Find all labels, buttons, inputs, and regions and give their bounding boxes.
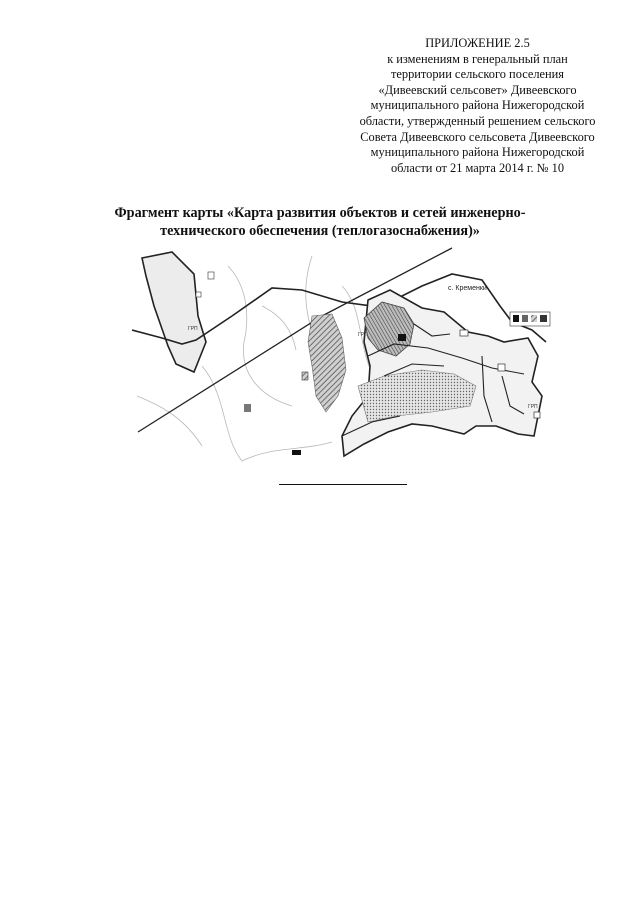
map-label-grp-west: ГРП [188,326,198,332]
object-marker [498,364,505,371]
annex-line: области, утвержденный решением сельского [359,113,596,128]
document-title [80,204,560,240]
map-label-grp: ГРП [358,332,368,338]
planned-zone-hatched [308,314,346,412]
object-marker [208,272,214,279]
title-line: Фрагмент карты «Карта развития объектов и сетей инженерно- [114,205,526,221]
annex-line: области от 21 марта 2014 г. № 10 [390,160,565,175]
annex-line: муниципального района Нижегородской [370,145,585,160]
title-line: технического обеспечения (теплогазоснабжения)» [160,223,480,239]
map-symbol-strip [510,312,550,326]
annex-line: муниципального района Нижегородской [370,98,585,113]
map-label-grp-east: ГРП [528,404,538,410]
object-marker [302,372,308,380]
annex-line: территории сельского поселения [390,67,564,82]
footer-divider [279,484,407,485]
map-fragment [132,246,552,472]
object-marker [244,404,251,412]
settlement-boundary-west [142,252,206,372]
object-marker [460,330,468,336]
object-marker [196,292,201,297]
annex-header [330,36,625,176]
boiler-house-marker [398,334,406,341]
map-label-village: с. Кременки [448,285,487,292]
annex-line: ПРИЛОЖЕНИЕ 2.5 [425,36,530,50]
annex-line: к изменениям в генеральный план [387,51,568,66]
annex-line: Совета Дивеевского сельсовета Дивеевского [360,129,595,144]
object-marker [292,450,301,455]
annex-line: «Дивеевский сельсовет» Дивеевского [378,82,577,97]
object-marker [534,412,540,418]
